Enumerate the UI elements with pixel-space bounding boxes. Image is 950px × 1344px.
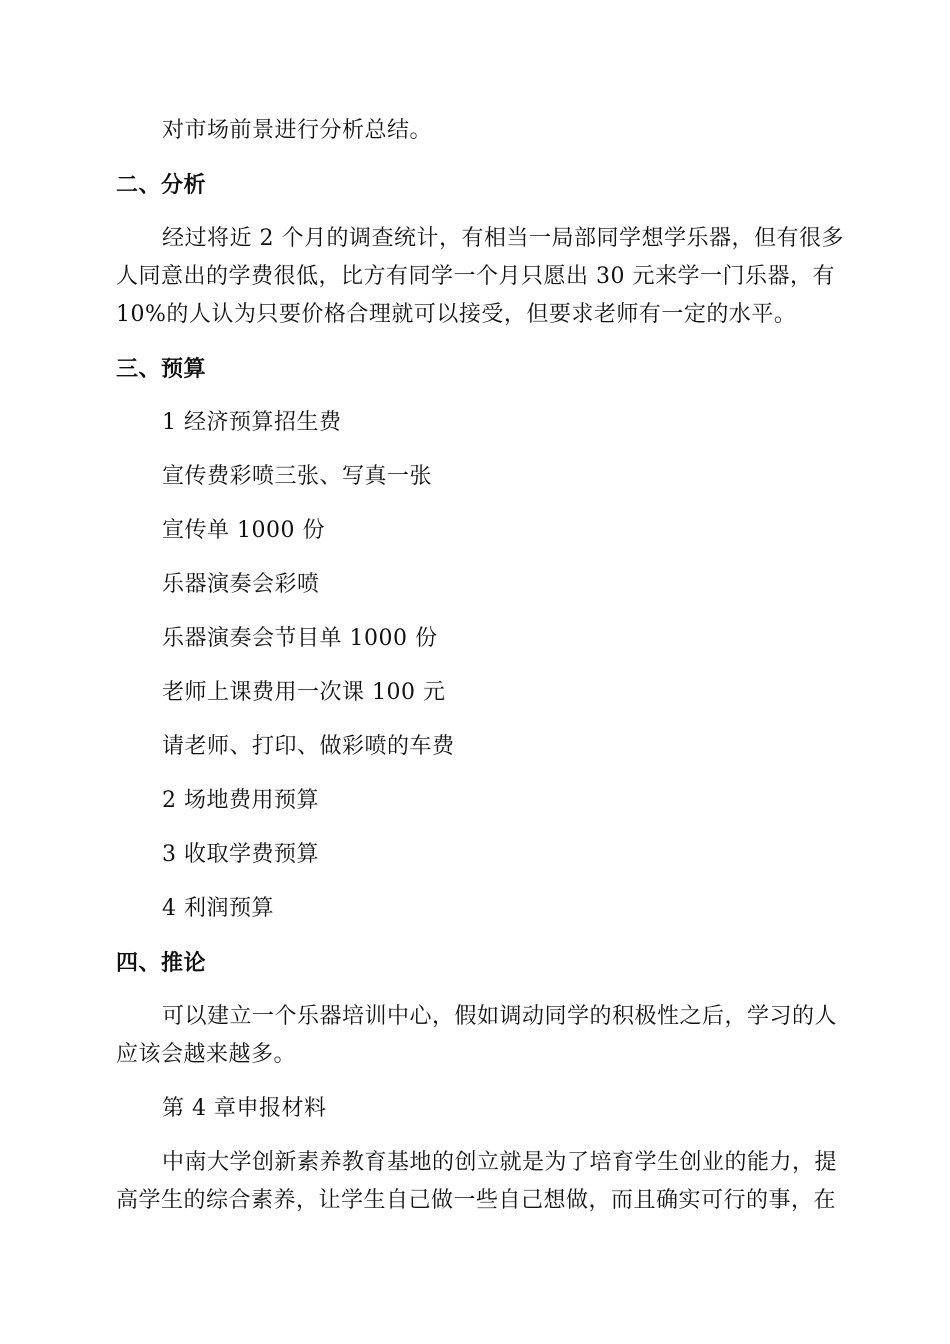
budget-item: 1 经济预算招生费 <box>162 410 342 435</box>
analysis-paragraph-line-2: 人同意出的学费很低，比方有同学一个月只愿出 30 元来学一门乐器，有 <box>116 264 835 289</box>
budget-item: 宣传费彩喷三张、写真一张 <box>162 464 433 489</box>
budget-item: 4 利润预算 <box>162 896 274 921</box>
chapter-title: 第 4 章申报材料 <box>162 1096 327 1121</box>
chapter-paragraph-line-1: 中南大学创新素养教育基地的创立就是为了培育学生创业的能力，提 <box>162 1150 838 1175</box>
chapter-paragraph-line-2: 高学生的综合素养，让学生自己做一些自己想做，而且确实可行的事，在 <box>116 1188 837 1213</box>
budget-item: 乐器演奏会彩喷 <box>162 572 320 597</box>
conclusion-paragraph-line-2: 应该会越来越多。 <box>116 1042 297 1067</box>
budget-item: 宣传单 1000 份 <box>162 518 325 543</box>
budget-item: 乐器演奏会节目单 1000 份 <box>162 626 438 651</box>
budget-heading: 三、预算 <box>116 356 207 382</box>
conclusion-paragraph-line-1: 可以建立一个乐器培训中心，假如调动同学的积极性之后，学习的人 <box>162 1004 838 1029</box>
analysis-paragraph-line-1: 经过将近 2 个月的调查统计，有相当一局部同学想学乐器，但有很多 <box>162 226 844 251</box>
analysis-heading: 二、分析 <box>116 172 207 198</box>
budget-item: 3 收取学费预算 <box>162 842 319 867</box>
analysis-paragraph-line-3: 10%的人认为只要价格合理就可以接受，但要求老师有一定的水平。 <box>116 302 797 327</box>
budget-item: 老师上课费用一次课 100 元 <box>162 680 446 705</box>
budget-item: 请老师、打印、做彩喷的车费 <box>162 734 455 759</box>
conclusion-heading: 四、推论 <box>116 950 207 976</box>
intro-paragraph: 对市场前景进行分析总结。 <box>162 118 433 143</box>
budget-item: 2 场地费用预算 <box>162 788 319 813</box>
